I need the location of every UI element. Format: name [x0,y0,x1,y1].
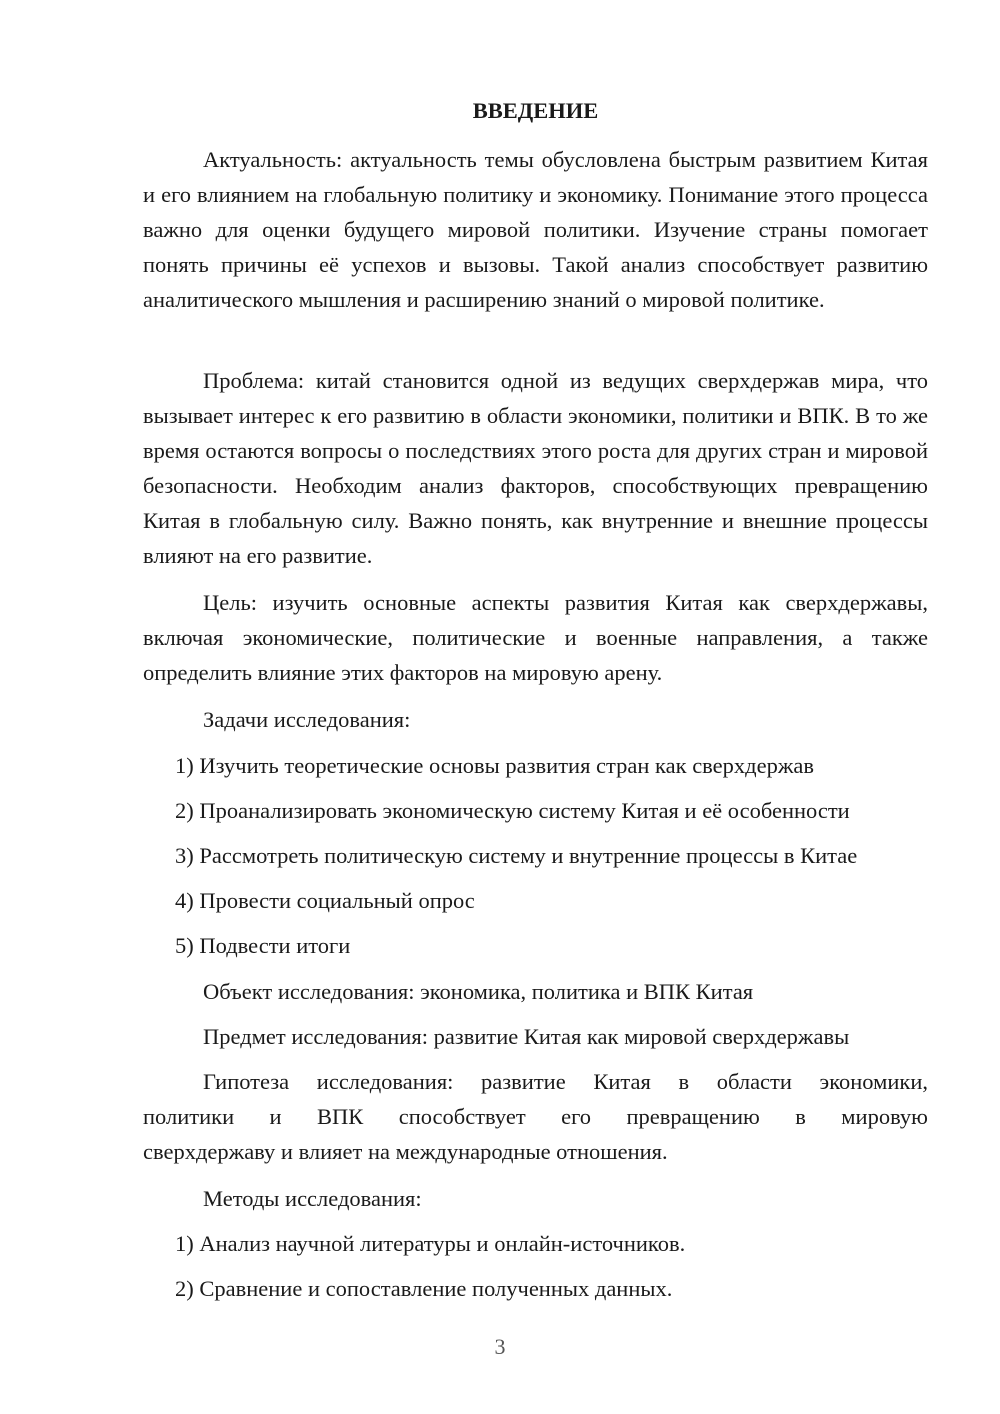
research-object: Объект исследования: экономика, политика и ВПК Китая [203,979,754,1004]
methods-title: Методы исследования: [203,1186,422,1211]
task-item: 5) Подвести итоги [175,933,351,958]
method-item: 1) Анализ научной литературы и онлайн-источников. [175,1231,686,1256]
task-item: 1) Изучить теоретические основы развития стран как сверхдержав [175,753,814,778]
task-item: 2) Проанализировать экономическую систему Китая и её особенности [175,798,850,823]
paragraph-goal: Цель: изучить основные аспекты развития Китая как сверхдержавы, включая экономические, политические и военные направления, а также определить влияние этих факторов на мировую арену. [143,590,928,685]
hypothesis-line-3: сверхдержаву и влияет на международные отношения. [143,1139,668,1164]
hypothesis-line-2: политики и ВПК способствует его превращению в мировую [143,1104,928,1129]
research-subject: Предмет исследования: развитие Китая как мировой сверхдержавы [203,1024,850,1049]
paragraph-relevance: Актуальность: актуальность темы обусловлена быстрым развитием Китая и его влиянием на глобальную политику и экономику. Понимание этого процесса важно для оценки будущего мировой политики. Изучение страны помогает понять причины её успехов и вызовы. Такой анализ способствует развитию аналитического мышления и расширению знаний о мировой политике. [143,147,928,312]
hypothesis-line-1: Гипотеза исследования: развитие Китая в области экономики, [203,1069,928,1094]
task-item: 3) Рассмотреть политическую систему и внутренние процессы в Китае [175,843,858,868]
page-number: 3 [494,1334,506,1359]
task-item: 4) Провести социальный опрос [175,888,475,913]
method-item: 2) Сравнение и сопоставление полученных данных. [175,1276,673,1301]
paragraph-problem: Проблема: китай становится одной из ведущих сверхдержав мира, что вызывает интерес к его развитию в области экономики, политики и ВПК. В то же время остаются вопросы о последствиях этого роста для других стран и мировой безопасности. Необходим анализ факторов, способствующих превращению Китая в глобальную силу. Важно понять, как внутренние и внешние процессы влияют на его развитие. [143,368,928,568]
tasks-title: Задачи исследования: [203,707,411,732]
page-title: ВВЕДЕНИЕ [472,98,599,123]
